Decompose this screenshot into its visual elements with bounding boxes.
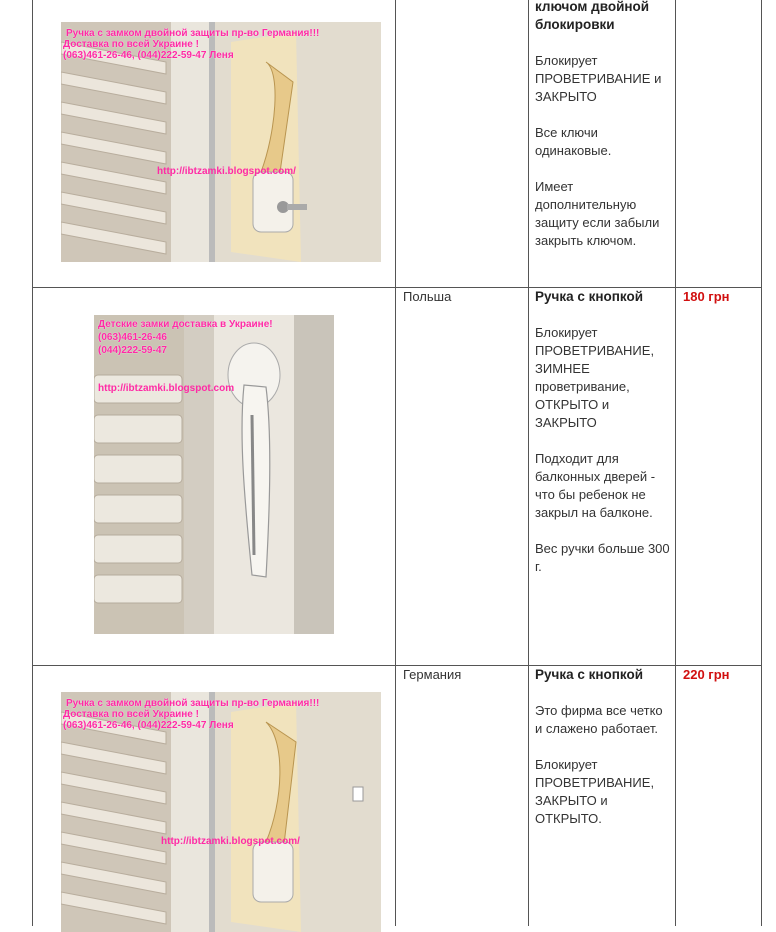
- description-text: Блокирует ПРОВЕТРИВАНИЕ, ЗИМНЕЕ проветривание, ОТКРЫТО и ЗАКРЫТО: [535, 325, 655, 430]
- watermark-line: Доставка по всей Украине !: [63, 709, 199, 720]
- description-cell: [535, 666, 670, 846]
- product-title: Ручка с кнопкой: [535, 289, 644, 304]
- watermark-line: Ручка с замком двойной защиты пр-во Германия!!!: [66, 28, 320, 39]
- product-title: Ручка с кнопкой: [535, 667, 644, 682]
- table-row: [32, 666, 762, 926]
- description-text: Блокирует ПРОВЕТРИВАНИЕ, ЗАКРЫТО и ОТКРЫТО.: [535, 757, 655, 826]
- description-cell: [535, 288, 670, 594]
- product-photo: [94, 315, 334, 634]
- watermark-line: (063)461-26-46: [98, 332, 167, 343]
- price-cell: 220 грн: [683, 667, 730, 682]
- watermark-url: http://ibtzamki.blogspot.com: [98, 383, 235, 394]
- description-text: Блокирует ПРОВЕТРИВАНИЕ и ЗАКРЫТО: [535, 53, 662, 104]
- table-row: [32, 288, 762, 666]
- description-text: Вес ручки больше 300 г.: [535, 541, 670, 574]
- description-text: Имеет дополнительную защиту если забыли закрыть ключом.: [535, 179, 660, 248]
- product-title: ключом двойной блокировки: [535, 0, 650, 32]
- watermark-line: Детские замки доставка в Украине!: [98, 319, 273, 330]
- watermark-url: http://ibtzamki.blogspot.com/: [161, 836, 300, 847]
- watermark-line: (044)222-59-47: [98, 345, 167, 356]
- description-text: Все ключи одинаковые.: [535, 125, 612, 158]
- price-cell: 180 грн: [683, 289, 730, 304]
- watermark-url: http://ibtzamki.blogspot.com/: [157, 166, 296, 177]
- country-cell: Польша: [403, 289, 452, 304]
- table-row: [32, 0, 762, 288]
- watermark-line: Доставка по всей Украине !: [63, 39, 199, 50]
- watermark-line: (063)461-26-46, (044)222-59-47 Леня: [63, 720, 234, 731]
- description-cell: [535, 0, 670, 268]
- description-text: Подходит для балконных дверей - что бы ребенок не закрыл на балконе.: [535, 451, 656, 520]
- product-photo: [61, 22, 381, 262]
- country-cell: Германия: [403, 667, 462, 682]
- watermark-line: Ручка с замком двойной защиты пр-во Германия!!!: [66, 698, 320, 709]
- watermark-line: (063)461-26-46, (044)222-59-47 Леня: [63, 50, 234, 61]
- product-photo: [61, 692, 381, 932]
- description-text: Это фирма все четко и слажено работает.: [535, 703, 663, 736]
